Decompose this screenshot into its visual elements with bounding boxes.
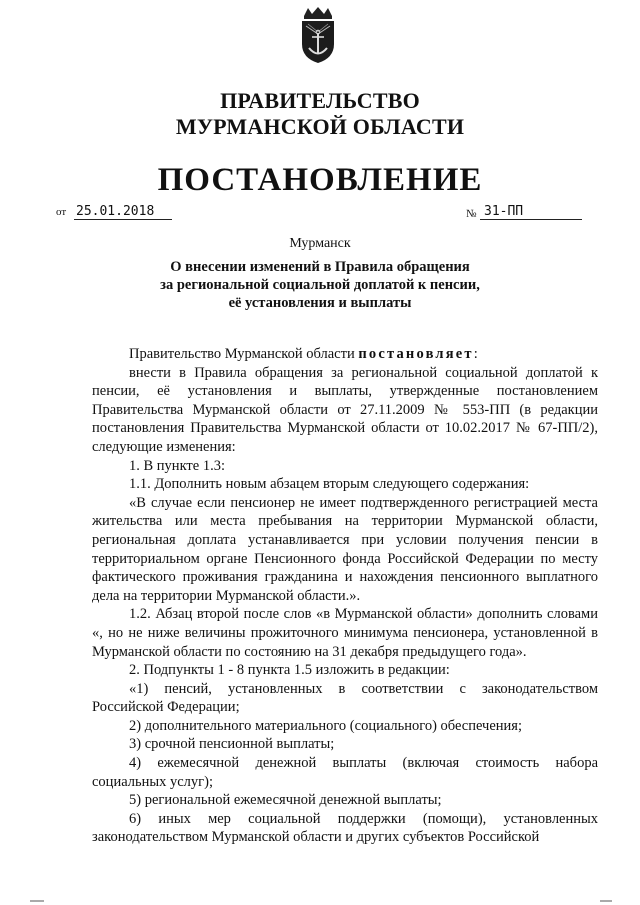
paragraph: внести в Правила обращения за региональной социальной доплатой к пенсии, её установления и выплаты, утвержденные постановлением Правительства Мурманской области от 27.11.2009 № 553-ПП (в редакции постановления Правительства Мурманской области от 10.02.2017 № 67-ПП/2), следующие изменения: <box>92 364 598 455</box>
date-prefix: от <box>56 206 67 218</box>
government-title-line2: МУРМАНСКОЙ ОБЛАСТИ <box>175 114 465 139</box>
city-name: Мурманск <box>289 236 351 251</box>
intro-paragraph <box>92 345 598 364</box>
document-type: ПОСТАНОВЛЕНИЕ <box>157 162 483 198</box>
paragraph: 6) иных мер социальной поддержки (помощи), установленных законодательством Мурманской области и других субъектов Российской <box>92 810 598 846</box>
date-value: 25.01.2018 <box>74 204 172 220</box>
paragraph: 1.2. Абзац второй после слов «в Мурманской области» дополнить словами «, но не ниже величины прожиточного минимума пенсионера, установленной в Мурманской области по состоянию на 31 декабря предыдущего года». <box>92 606 598 660</box>
paragraph: 5) региональной ежемесячной денежной выплаты; <box>129 792 442 809</box>
scan-edge-marks <box>0 895 640 905</box>
paragraph: 1.1. Дополнить новым абзацем вторым следующего содержания: <box>129 476 530 493</box>
intro-text: Правительство Мурманской области <box>129 346 359 362</box>
government-title-line1: ПРАВИТЕЛЬСТВО <box>220 88 420 113</box>
paragraph: «В случае если пенсионер не имеет подтвержденного регистрацией места жительства или места пребывания на территории Мурманской области, региональная доплата устанавливается при условии получения пенсии в территориальном органе Пенсионного фонда Российской Федерации по месту фактического проживания гражданина и нахождения пенсионного выплатного дела на территории Мурманской области.». <box>92 494 598 604</box>
paragraph: 1. В пункте 1.3: <box>129 457 225 474</box>
subject-line2: за региональной социальной доплатой к пенсии, <box>160 277 480 293</box>
paragraph: 4) ежемесячной денежной выплаты (включая стоимость набора социальных услуг); <box>92 755 598 790</box>
subject-line1: О внесении изменений в Правила обращения <box>170 259 470 275</box>
murmansk-coat-of-arms-icon <box>296 6 340 64</box>
paragraph: 2) дополнительного материального (социального) обеспечения; <box>129 717 522 734</box>
subject-line3: её установления и выплаты <box>228 295 412 311</box>
number-prefix: № <box>466 208 477 220</box>
paragraph: «1) пенсий, установленных в соответствии с законодательством Российской Федерации; <box>92 680 598 716</box>
intro-end: : <box>473 346 478 362</box>
paragraph: 3) срочной пенсионной выплаты; <box>129 736 335 753</box>
document-number: 31-ПП <box>480 204 582 220</box>
paragraph: 2. Подпункты 1 - 8 пункта 1.5 изложить в редакции: <box>129 662 450 679</box>
document-body <box>92 345 598 847</box>
decree-keyword: постановляет <box>358 346 474 362</box>
